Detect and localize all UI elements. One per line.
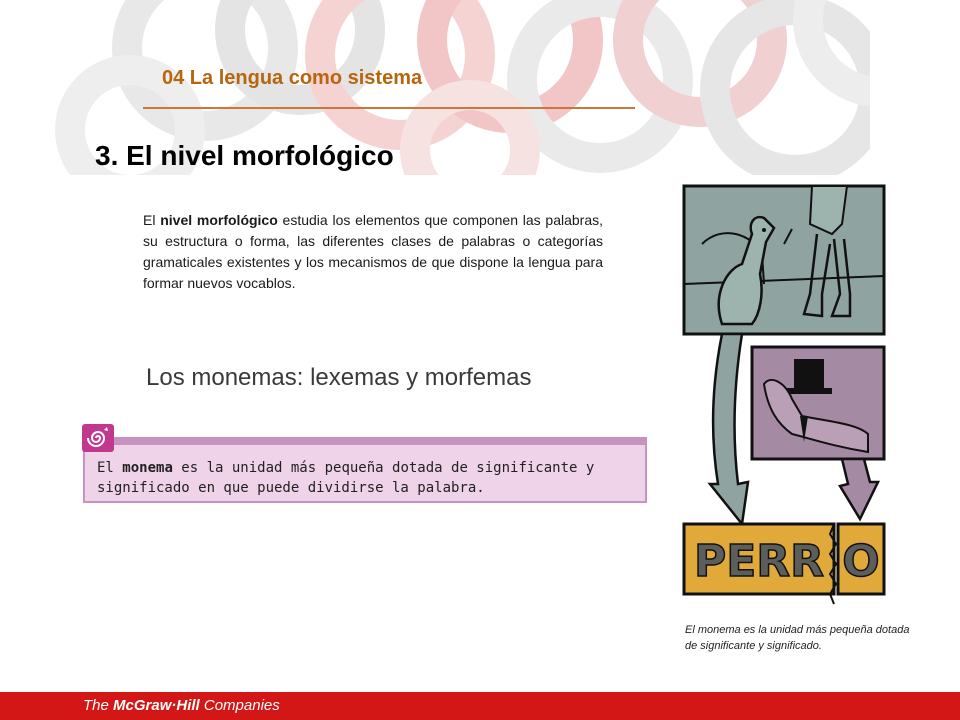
logo-main: McGraw·Hill bbox=[113, 697, 200, 714]
intro-lead: El bbox=[143, 212, 161, 228]
illustration-word-stem: PERR bbox=[693, 536, 825, 587]
publisher-logo bbox=[83, 697, 280, 714]
chapter-title: 04 La lengua como sistema bbox=[162, 67, 423, 89]
subheading: Los monemas: lexemas y morfemas bbox=[146, 364, 532, 391]
definition-top-strip bbox=[83, 437, 647, 445]
illustration-word-ending: O bbox=[842, 536, 880, 587]
logo-prefix: The bbox=[83, 697, 114, 714]
title-divider bbox=[143, 107, 635, 109]
spiral-icon bbox=[82, 424, 114, 452]
illustration-caption: El monema es la unidad más pequeña dotada de significante y significado. bbox=[685, 624, 910, 652]
intro-rest: estudia los elementos que componen las palabras, su estructura o forma, las diferentes clases de palabras o categorías gramaticales existentes y los mecanismos de que dispone la lengua para formar nuevos vocablos. bbox=[143, 212, 603, 291]
definition-text bbox=[97, 458, 637, 498]
section-title: 3. El nivel morfológico bbox=[95, 140, 394, 171]
definition-lead: El bbox=[97, 460, 123, 476]
intro-bold-term: nivel morfológico bbox=[160, 212, 278, 228]
definition-rest: es la unidad más pequeña dotada de significante y significado en que puede dividirse la palabra. bbox=[97, 460, 595, 496]
logo-suffix: Companies bbox=[199, 697, 280, 714]
dog-illustration bbox=[682, 184, 888, 614]
definition-bold-term: monema bbox=[122, 460, 173, 476]
intro-paragraph bbox=[143, 210, 603, 294]
